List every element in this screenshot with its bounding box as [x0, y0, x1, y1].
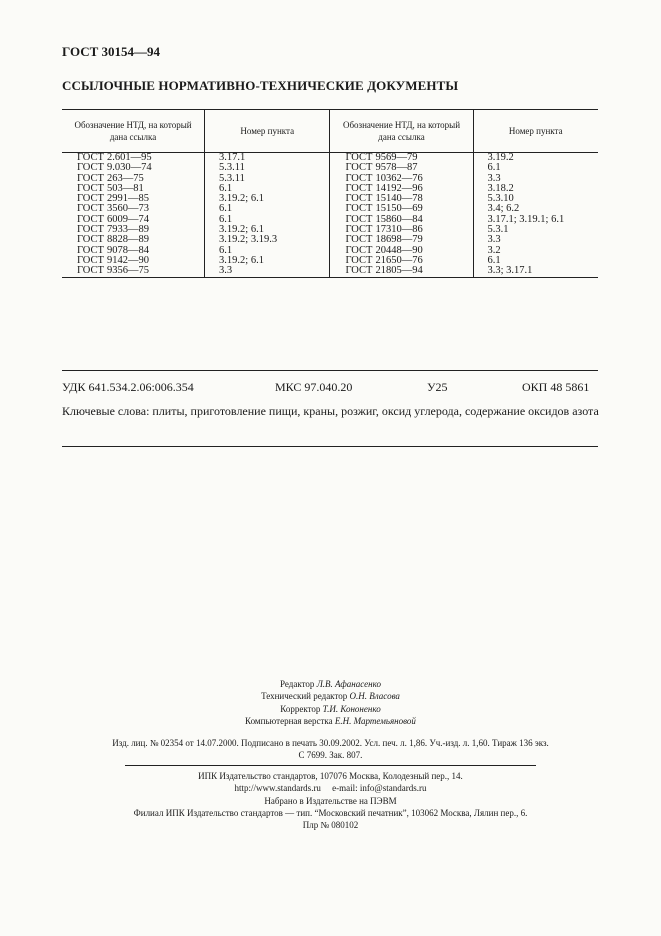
left-ntd-column [62, 153, 205, 278]
reference-doc: ГОСТ 20448—90 [345, 244, 423, 256]
credit-editor: Редактор Л.В. Афанасенко [280, 679, 381, 689]
reference-doc: ГОСТ 21650—76 [345, 254, 423, 266]
right-point-column [473, 153, 598, 278]
reference-point: 3.19.2; 6.1 [219, 254, 264, 266]
credits-block [0, 678, 661, 727]
reference-doc: ГОСТ 9.030—74 [77, 162, 152, 174]
reference-point: 6.1 [487, 162, 501, 174]
imprint-block [0, 737, 661, 762]
reference-doc: ГОСТ 14192—96 [345, 182, 423, 194]
reference-point: 3.17.1; 3.19.1; 6.1 [487, 213, 565, 225]
reference-point: 3.3 [219, 265, 233, 277]
keywords: Ключевые слова: плиты, приготовление пищи, краны, розжиг, оксид углерода, содержание оксидов азота [62, 404, 599, 418]
reference-doc: ГОСТ 9569—79 [345, 152, 418, 163]
reference-doc: ГОСТ 10362—76 [345, 172, 423, 184]
reference-doc: ГОСТ 15860—84 [345, 213, 423, 225]
reference-doc: ГОСТ 8828—89 [77, 234, 149, 246]
reference-point: 3.4; 6.2 [487, 203, 520, 215]
reference-point: 3.3; 3.17.1 [487, 265, 533, 277]
reference-doc: ГОСТ 9142—90 [77, 254, 149, 266]
section-title: ССЫЛОЧНЫЕ НОРМАТИВНО-ТЕХНИЧЕСКИЕ ДОКУМЕНТЫ [62, 78, 459, 93]
divider-bottom [62, 446, 598, 447]
references-table [62, 109, 598, 278]
publisher-line-5: Плр № 080102 [302, 820, 359, 831]
reference-doc: ГОСТ 7933—89 [77, 224, 149, 236]
publisher-line-2: http://www.standards.ru e-mail: info@standards.ru [234, 783, 427, 794]
divider-footer [125, 765, 536, 766]
reference-point: 3.19.2 [487, 152, 514, 163]
reference-doc: ГОСТ 6009—74 [77, 213, 149, 225]
header-point-left: Номер пункта [205, 110, 330, 153]
credit-corrector: Корректор Т.И. Кононенко [280, 703, 381, 714]
reference-doc: ГОСТ 263—75 [77, 172, 144, 184]
credit-layout: Компьютерная верстка Е.Н. Мартемьяновой [245, 715, 416, 726]
reference-doc: ГОСТ 17310—86 [345, 224, 423, 236]
reference-point: 6.1 [219, 182, 233, 194]
header-ntd-right: Обозначение НТД, на который дана ссылка [330, 110, 473, 153]
right-ntd-column [330, 153, 473, 278]
reference-doc: ГОСТ 2991—85 [77, 193, 149, 205]
header-ntd-left: Обозначение НТД, на который дана ссылка [62, 110, 205, 153]
publisher-line-1: ИПК Издательство стандартов, 107076 Москва, Колодезный пер., 14. [198, 771, 463, 781]
okp-code: ОКП 48 5861 [522, 380, 590, 394]
publisher-line-3: Набрано в Издательстве на ПЭВМ [264, 795, 397, 806]
publisher-line-4: Филиал ИПК Издательство стандартов — тип. “Московский печатник”, 103062 Москва, Лялин пер., 6. [133, 807, 528, 818]
reference-point: 3.19.2; 3.19.3 [219, 234, 278, 246]
u-code: У25 [427, 380, 448, 394]
reference-point: 6.1 [219, 213, 233, 225]
reference-point: 5.3.11 [219, 172, 245, 184]
reference-doc: ГОСТ 503—81 [77, 182, 144, 194]
reference-point: 3.3 [487, 234, 501, 246]
imprint-line-1: Изд. лиц. № 02354 от 14.07.2000. Подписано в печать 30.09.2002. Усл. печ. л. 1,86. Уч.-изд. л. 1,60. Тираж 136 экз. [112, 738, 549, 748]
reference-point: 3.19.2; 6.1 [219, 224, 264, 236]
divider-top [62, 370, 598, 371]
reference-doc: ГОСТ 21805—94 [345, 265, 423, 277]
reference-point: 3.3 [487, 172, 501, 184]
reference-point: 3.2 [487, 244, 501, 256]
reference-doc: ГОСТ 15140—78 [345, 193, 423, 205]
reference-point: 3.19.2; 6.1 [219, 193, 264, 205]
reference-point: 5.3.1 [487, 224, 509, 236]
reference-point: 6.1 [219, 203, 233, 215]
reference-point: 3.18.2 [487, 182, 514, 194]
reference-point: 5.3.10 [487, 193, 514, 205]
reference-point: 6.1 [219, 244, 233, 256]
reference-point: 5.3.11 [219, 162, 245, 174]
reference-point: 6.1 [487, 254, 501, 266]
reference-doc: ГОСТ 3560—73 [77, 203, 149, 215]
table-body-row [62, 153, 598, 278]
document-code: ГОСТ 30154—94 [62, 44, 161, 59]
reference-doc: ГОСТ 9578—87 [345, 162, 418, 174]
reference-point: 3.17.1 [219, 152, 246, 163]
reference-doc: ГОСТ 9078—84 [77, 244, 149, 256]
left-point-column [205, 153, 330, 278]
reference-doc: ГОСТ 2.601—95 [77, 152, 152, 163]
table-header-row [62, 110, 598, 153]
reference-doc: ГОСТ 18698—79 [345, 234, 423, 246]
credit-tech-editor: Технический редактор О.Н. Власова [261, 691, 400, 702]
imprint-line-2: С 7699. Зак. 807. [298, 750, 363, 761]
udk-code: УДК 641.534.2.06:006.354 [62, 380, 194, 394]
mks-code: МКС 97.040.20 [275, 380, 353, 394]
publisher-block [0, 770, 661, 831]
reference-doc: ГОСТ 15150—69 [345, 203, 423, 215]
header-point-right: Номер пункта [473, 110, 598, 153]
reference-doc: ГОСТ 9356—75 [77, 265, 149, 277]
